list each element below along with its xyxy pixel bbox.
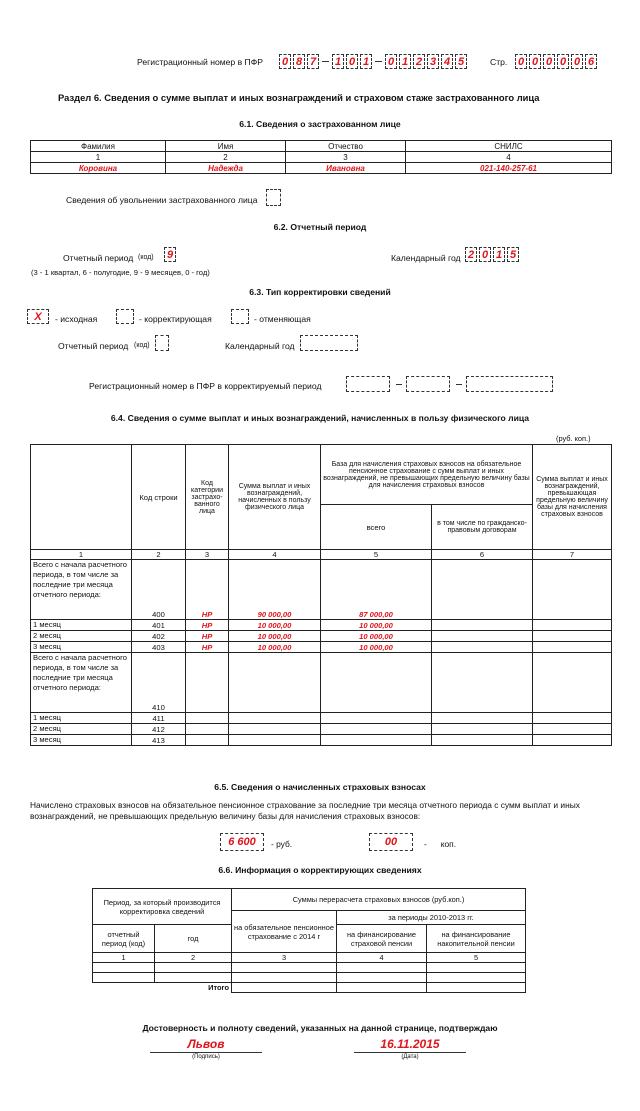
- cell-cat[interactable]: НР: [186, 560, 229, 620]
- cell-code: 401: [132, 620, 186, 631]
- cell-code: 402: [132, 631, 186, 642]
- snils-value[interactable]: 021-140-257-61: [406, 163, 612, 174]
- col-num: 1: [93, 953, 155, 963]
- insurance-pension-header: на финансирование страховой пенсии: [337, 925, 427, 953]
- contrib-kop-value[interactable]: 00: [369, 833, 413, 851]
- cell-base[interactable]: [321, 735, 432, 746]
- cell-base[interactable]: [321, 713, 432, 724]
- col-num: 5: [321, 550, 432, 560]
- section-title: Раздел 6. Сведения о сумме выплат и иных вознаграждений и страховом стаже застрахованного лица: [58, 92, 540, 103]
- cell-base[interactable]: 10 000,00: [321, 620, 432, 631]
- corr-reg-part1[interactable]: [346, 376, 390, 392]
- page-digit[interactable]: 0: [515, 54, 527, 69]
- col1-header: [31, 445, 132, 550]
- cell-over[interactable]: [533, 653, 612, 713]
- col-num: 4: [229, 550, 321, 560]
- cell-label: 1 месяц: [31, 620, 132, 631]
- signature-caption: (Подпись): [192, 1054, 220, 1060]
- reg-digit[interactable]: 4: [441, 54, 453, 69]
- correction-cancel-label: - отменяющая: [254, 314, 311, 324]
- cell-cat[interactable]: [186, 653, 229, 713]
- year-cells[interactable]: [465, 247, 521, 262]
- cell-civ[interactable]: [432, 735, 533, 746]
- cell-code: 412: [132, 724, 186, 735]
- reg-digit[interactable]: 1: [332, 54, 344, 69]
- table-row[interactable]: [31, 631, 612, 642]
- corr-year-label: Календарный год: [225, 341, 295, 351]
- s63-heading: 6.3. Тип корректировки сведений: [249, 287, 391, 297]
- col-num: 7: [533, 550, 612, 560]
- total-label: Итого: [155, 983, 232, 993]
- cell-cat[interactable]: НР: [186, 620, 229, 631]
- unit-label: (руб. коп.): [556, 434, 591, 443]
- cell-base[interactable]: 10 000,00: [321, 642, 432, 653]
- page-digit[interactable]: 6: [585, 54, 597, 69]
- col-category-header: Код категории застрахо-ванного лица: [186, 445, 229, 550]
- reg-number-cells[interactable]: [279, 54, 469, 69]
- page-digit[interactable]: 0: [571, 54, 583, 69]
- cell-cat[interactable]: НР: [186, 631, 229, 642]
- year-digit[interactable]: 2: [465, 247, 477, 262]
- cell-base[interactable]: [321, 653, 432, 713]
- correction-corrective-label: - корректирующая: [139, 314, 212, 324]
- page-digit[interactable]: 0: [557, 54, 569, 69]
- col-excess-header: Сумма выплат и иных вознаграждений, превышающая предельную величину базы для начисления страховых взносов: [533, 445, 612, 550]
- cell-code: 413: [132, 735, 186, 746]
- corr-reg-label: Регистрационный номер в ПФР в корректируемый период: [89, 381, 322, 391]
- reg-digit[interactable]: 0: [385, 54, 397, 69]
- corr-period-code-label: (код): [134, 342, 150, 349]
- reg-digit[interactable]: 1: [360, 54, 372, 69]
- cell-cat[interactable]: [186, 735, 229, 746]
- insured-person-table: [30, 140, 612, 174]
- s61-heading: 6.1. Сведения о застрахованном лице: [239, 119, 401, 129]
- reg-digit[interactable]: 3: [427, 54, 439, 69]
- cell-code: 400: [132, 560, 186, 620]
- col-num: 3: [232, 953, 337, 963]
- table-row[interactable]: [31, 620, 612, 631]
- cell-sum[interactable]: [229, 724, 321, 735]
- funded-pension-header: на финансирование накопительной пенсии: [427, 925, 526, 953]
- contrib-rub-label: - руб.: [271, 839, 293, 849]
- cell-sum[interactable]: [229, 735, 321, 746]
- corr-year-input[interactable]: [300, 335, 358, 351]
- correction-original-label: - исходная: [55, 314, 98, 324]
- header-snils: СНИЛС: [406, 141, 612, 152]
- header-name: Имя: [166, 141, 286, 152]
- payments-table: [30, 444, 612, 746]
- cell-over[interactable]: [533, 735, 612, 746]
- cell-cat[interactable]: [186, 724, 229, 735]
- correction-corrective-checkbox[interactable]: [116, 309, 134, 324]
- patronymic-value[interactable]: Ивановна: [286, 163, 406, 174]
- col-base-civil-header: в том числе по гражданско-правовым договорам: [432, 505, 533, 550]
- cell-civ[interactable]: [432, 631, 533, 642]
- header-surname: Фамилия: [31, 141, 166, 152]
- reg-digit[interactable]: 1: [399, 54, 411, 69]
- cell-over[interactable]: [533, 642, 612, 653]
- separator: [456, 384, 462, 385]
- correction-cancel-checkbox[interactable]: [231, 309, 249, 324]
- col-num: 4: [337, 953, 427, 963]
- corr-reg-part2[interactable]: [406, 376, 450, 392]
- year-label: Календарный год: [391, 253, 461, 263]
- page-digit[interactable]: 0: [543, 54, 555, 69]
- table-row[interactable]: [31, 642, 612, 653]
- cell-label: 1 месяц: [31, 713, 132, 724]
- cell-civ[interactable]: [432, 653, 533, 713]
- reg-digit[interactable]: 0: [346, 54, 358, 69]
- table-row[interactable]: [31, 735, 612, 746]
- cell-sum[interactable]: [229, 653, 321, 713]
- date-caption: (Дата): [401, 1054, 419, 1060]
- col-num: 2: [155, 953, 232, 963]
- s65-text: Начислено страховых взносов на обязательное пенсионное страхование за последние три месяца отчетного периода с сумм выплат и иных вознаграждений, не превышающих предельную величину базы для начисления страховых взносов:: [30, 800, 580, 821]
- period-code-label: (код): [138, 254, 154, 261]
- contrib-rub-value[interactable]: 6 600: [220, 833, 264, 851]
- cell-label: 2 месяц: [31, 724, 132, 735]
- cell-over[interactable]: [533, 724, 612, 735]
- cell-civ[interactable]: [432, 560, 533, 620]
- signature[interactable]: Львов: [187, 1037, 225, 1051]
- cell-over[interactable]: [533, 620, 612, 631]
- page-number-cells[interactable]: [515, 54, 599, 69]
- date-line: [354, 1052, 466, 1053]
- reg-digit[interactable]: 7: [307, 54, 319, 69]
- year-digit[interactable]: 1: [493, 247, 505, 262]
- s64-heading: 6.4. Сведения о сумме выплат и иных вознаграждений, начисленных в пользу физического лица: [110, 413, 530, 423]
- col-num: 3: [286, 152, 406, 163]
- s66-heading: 6.6. Информация о корректирующих сведениях: [218, 865, 422, 875]
- cell-label: 3 месяц: [31, 642, 132, 653]
- cell-base[interactable]: [321, 724, 432, 735]
- separator: [322, 61, 329, 62]
- cell-sum[interactable]: 10 000,00: [229, 642, 321, 653]
- cell-label: 2 месяц: [31, 631, 132, 642]
- separator: [396, 384, 402, 385]
- header-patronymic: Отчество: [286, 141, 406, 152]
- correction-original-checkbox[interactable]: X: [27, 309, 49, 324]
- cell-sum[interactable]: 10 000,00: [229, 620, 321, 631]
- cell-label: 3 месяц: [31, 735, 132, 746]
- col-sum-header: Сумма выплат и иных вознаграждений, начисленных в пользу физического лица: [229, 445, 321, 550]
- cell-over[interactable]: [533, 713, 612, 724]
- period-hint: (3 - 1 квартал, 6 - полугодие, 9 - 9 месяцев, 0 - год): [31, 268, 210, 277]
- cell-civ[interactable]: [432, 724, 533, 735]
- surname-value[interactable]: Коровина: [31, 163, 166, 174]
- cell-over[interactable]: [533, 560, 612, 620]
- col-code-header: Код строки: [132, 445, 186, 550]
- signature-line: [150, 1052, 262, 1053]
- dismissal-checkbox[interactable]: [266, 189, 281, 206]
- dismissal-label: Сведения об увольнении застрахованного лица: [66, 195, 258, 205]
- col-num: 1: [31, 550, 132, 560]
- reg-digit[interactable]: 0: [279, 54, 291, 69]
- corr-period-label: Отчетный период: [58, 341, 129, 351]
- col-num: 6: [432, 550, 533, 560]
- page-digit[interactable]: 0: [529, 54, 541, 69]
- year-digit[interactable]: 0: [479, 247, 491, 262]
- col-num: 5: [427, 953, 526, 963]
- col-num: 2: [166, 152, 286, 163]
- table-row[interactable]: [31, 724, 612, 735]
- cell-code: 411: [132, 713, 186, 724]
- cell-base[interactable]: 10 000,00: [321, 631, 432, 642]
- cell-sum[interactable]: [229, 713, 321, 724]
- total-row[interactable]: [93, 983, 526, 993]
- cell-civ[interactable]: [432, 620, 533, 631]
- table-row[interactable]: [31, 653, 612, 713]
- separator: [375, 61, 382, 62]
- cell-sum[interactable]: 90 000,00: [229, 560, 321, 620]
- corrections-table: [92, 888, 526, 993]
- period-cell-wrap: [164, 247, 178, 262]
- period-label: Отчетный период: [63, 253, 134, 263]
- cell-label: Всего с начала расчетного периода, в том числе за последние три месяца отчетного периода:: [31, 560, 132, 620]
- sums-header: Суммы перерасчета страховых взносов (руб.коп.): [232, 889, 526, 911]
- cell-over[interactable]: [533, 631, 612, 642]
- reg-digit[interactable]: 8: [293, 54, 305, 69]
- period-code-header: отчетный период (код): [93, 925, 155, 953]
- signing-date[interactable]: 16.11.2015: [380, 1037, 440, 1051]
- table-row[interactable]: [31, 713, 612, 724]
- cell-cat[interactable]: [186, 713, 229, 724]
- payments-rows: [31, 560, 612, 746]
- cell-civ[interactable]: [432, 642, 533, 653]
- cell-code: 403: [132, 642, 186, 653]
- ops-header: на обязательное пенсионное страхование с 2014 г: [232, 911, 337, 953]
- table-row[interactable]: [31, 560, 612, 620]
- period-year-header: год: [155, 925, 232, 953]
- cell-code: 410: [132, 653, 186, 713]
- cell-base[interactable]: 87 000,00: [321, 560, 432, 620]
- table-row[interactable]: [93, 973, 526, 983]
- s65-heading: 6.5. Сведения о начисленных страховых взносах: [214, 782, 426, 792]
- corr-reg-part3[interactable]: [466, 376, 553, 392]
- cell-cat[interactable]: НР: [186, 642, 229, 653]
- reg-digit[interactable]: 5: [455, 54, 467, 69]
- col-num: 3: [186, 550, 229, 560]
- cell-label: Всего с начала расчетного периода, в том числе за последние три месяца отчетного периода:: [31, 653, 132, 713]
- col-num: 1: [31, 152, 166, 163]
- col-num: 4: [406, 152, 612, 163]
- name-value[interactable]: Надежда: [166, 163, 286, 174]
- reg-number-label: Регистрационный номер в ПФР: [137, 57, 263, 67]
- year-digit[interactable]: 5: [507, 247, 519, 262]
- cell-civ[interactable]: [432, 713, 533, 724]
- s62-heading: 6.2. Отчетный период: [273, 222, 367, 232]
- col-base-total-header: всего: [321, 505, 432, 550]
- period-value[interactable]: 9: [164, 247, 176, 262]
- page-label: Стр.: [490, 57, 508, 67]
- col-base-header: База для начисления страховых взносов на обязательное пенсионное страхование с сумм выплат и иных вознаграждений, не превышающих предельную величину базы для начисления страховых взносов: [321, 445, 533, 505]
- corr-period-input[interactable]: [155, 335, 169, 351]
- col-num: 2: [132, 550, 186, 560]
- contrib-kop-label: - коп.: [424, 839, 457, 849]
- years-header: за периоды 2010-2013 гг.: [337, 911, 526, 925]
- confirmation-text: Достоверность и полноту сведений, указанных на данной странице, подтверждаю: [142, 1023, 498, 1033]
- period-header: Период, за который производится корректировка сведений: [93, 889, 232, 925]
- cell-sum[interactable]: 10 000,00: [229, 631, 321, 642]
- reg-digit[interactable]: 2: [413, 54, 425, 69]
- table-row[interactable]: [93, 963, 526, 973]
